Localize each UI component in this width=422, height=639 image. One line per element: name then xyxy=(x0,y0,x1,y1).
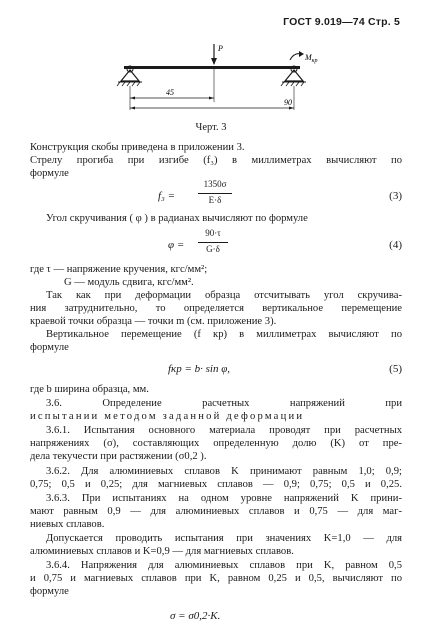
text-line: Так как при деформации образца отсчитывать угол скручива- xyxy=(46,290,402,301)
formula-5: fкр = b· sin φ, xyxy=(168,363,231,375)
text-line: 3.6.1. Испытания основного материала проводят при расчетных xyxy=(46,425,402,436)
dimension-90-label: 90 xyxy=(284,98,292,107)
text-line: 3.6.3. При испытаниях на одном уровне напряжений K прини- xyxy=(46,493,402,504)
text-line: Стрелу прогиба при изгибе (f₃) в миллиметрах вычисляют по xyxy=(30,155,402,166)
text-line: где τ — напряжение кручения, кгс/мм²; xyxy=(30,264,208,275)
section-heading: 3.6. Определение расчетных напряжений при xyxy=(46,398,402,409)
text-line: Допускается проводить испытания при значениях K=1,0 — для xyxy=(46,533,402,544)
dimension-45-label: 45 xyxy=(166,88,174,97)
equation-number-4: (4) xyxy=(389,239,402,251)
formula-3-denominator: E·δ xyxy=(208,195,222,205)
equation-number-3: (3) xyxy=(389,190,402,202)
text-line: и 0,75 и магниевых сплавов при K, равном 0,25 и 0,5, вычисляют по xyxy=(30,573,402,584)
text-line: напряжениях (σ), составляющих определенную долю (K) от пре- xyxy=(30,438,402,449)
equation-number-5: (5) xyxy=(389,363,402,375)
formula-6: σ = σ0,2·K. xyxy=(170,610,221,622)
formula-3-bar xyxy=(198,193,232,194)
formula-3-numerator: 1350σ xyxy=(203,179,227,189)
formula-4-denominator: G·δ xyxy=(206,244,220,254)
text-line: 3.6.2. Для алюминиевых сплавов K принимают равным 1,0; 0,9; xyxy=(46,466,402,477)
section-heading: испытании методом заданной деформации xyxy=(30,411,305,422)
formula-3-lhs: f₃ = xyxy=(158,190,176,202)
force-label: P xyxy=(218,44,223,53)
text-line: ния затруднительно, то определяется вертикальное перемещение xyxy=(30,303,402,314)
text-line: Угол скручивания ( φ ) в радианах вычисляют по формуле xyxy=(46,213,308,224)
text-line: краевой точки образца — точки m (см. приложение 3). xyxy=(30,316,277,327)
beam xyxy=(124,66,300,69)
formula-4-lhs: φ = xyxy=(168,239,185,251)
text-line: мают равным 0,9 — для алюминиевых сплавов и 0,75 — для маг- xyxy=(30,506,402,517)
figure-caption: Черт. 3 xyxy=(195,122,227,133)
beam-diagram xyxy=(110,42,320,114)
text-line: формуле xyxy=(30,586,69,597)
formula-4-numerator: 90·τ xyxy=(205,228,221,238)
text-line: Вертикальное перемещение (f кр) в миллиметрах вычисляют по xyxy=(46,329,402,340)
page-header: ГОСТ 9.019—74 Стр. 5 xyxy=(283,16,400,28)
text-line: G — модуль сдвига, кгс/мм². xyxy=(64,277,194,288)
text-line: Конструкция скобы приведена в приложении 3. xyxy=(30,142,245,153)
text-line: формуле xyxy=(30,342,69,353)
text-line: 3.6.4. Напряжения для алюминиевых сплавов при K, равном 0,5 xyxy=(46,560,402,571)
moment-arrow xyxy=(290,51,304,60)
text-line: 0,75; 0,5 и 0,25; для магниевых сплавов — 0,9; 0,75; 0,5 и 0,25. xyxy=(30,479,402,490)
moment-label: $M_{кр}$ xyxy=(305,53,318,64)
force-arrow xyxy=(211,44,217,65)
text-line: дела текучести при растяжении (σ0,2 ). xyxy=(30,451,207,462)
text-line: где b ширина образца, мм. xyxy=(30,384,149,395)
formula-4-bar xyxy=(198,242,228,243)
text-line: формуле xyxy=(30,168,69,179)
text-line: ниевых сплавов. xyxy=(30,519,105,530)
text-line: алюминиевых сплавов и K=0,9 — для магниевых сплавов. xyxy=(30,546,294,557)
